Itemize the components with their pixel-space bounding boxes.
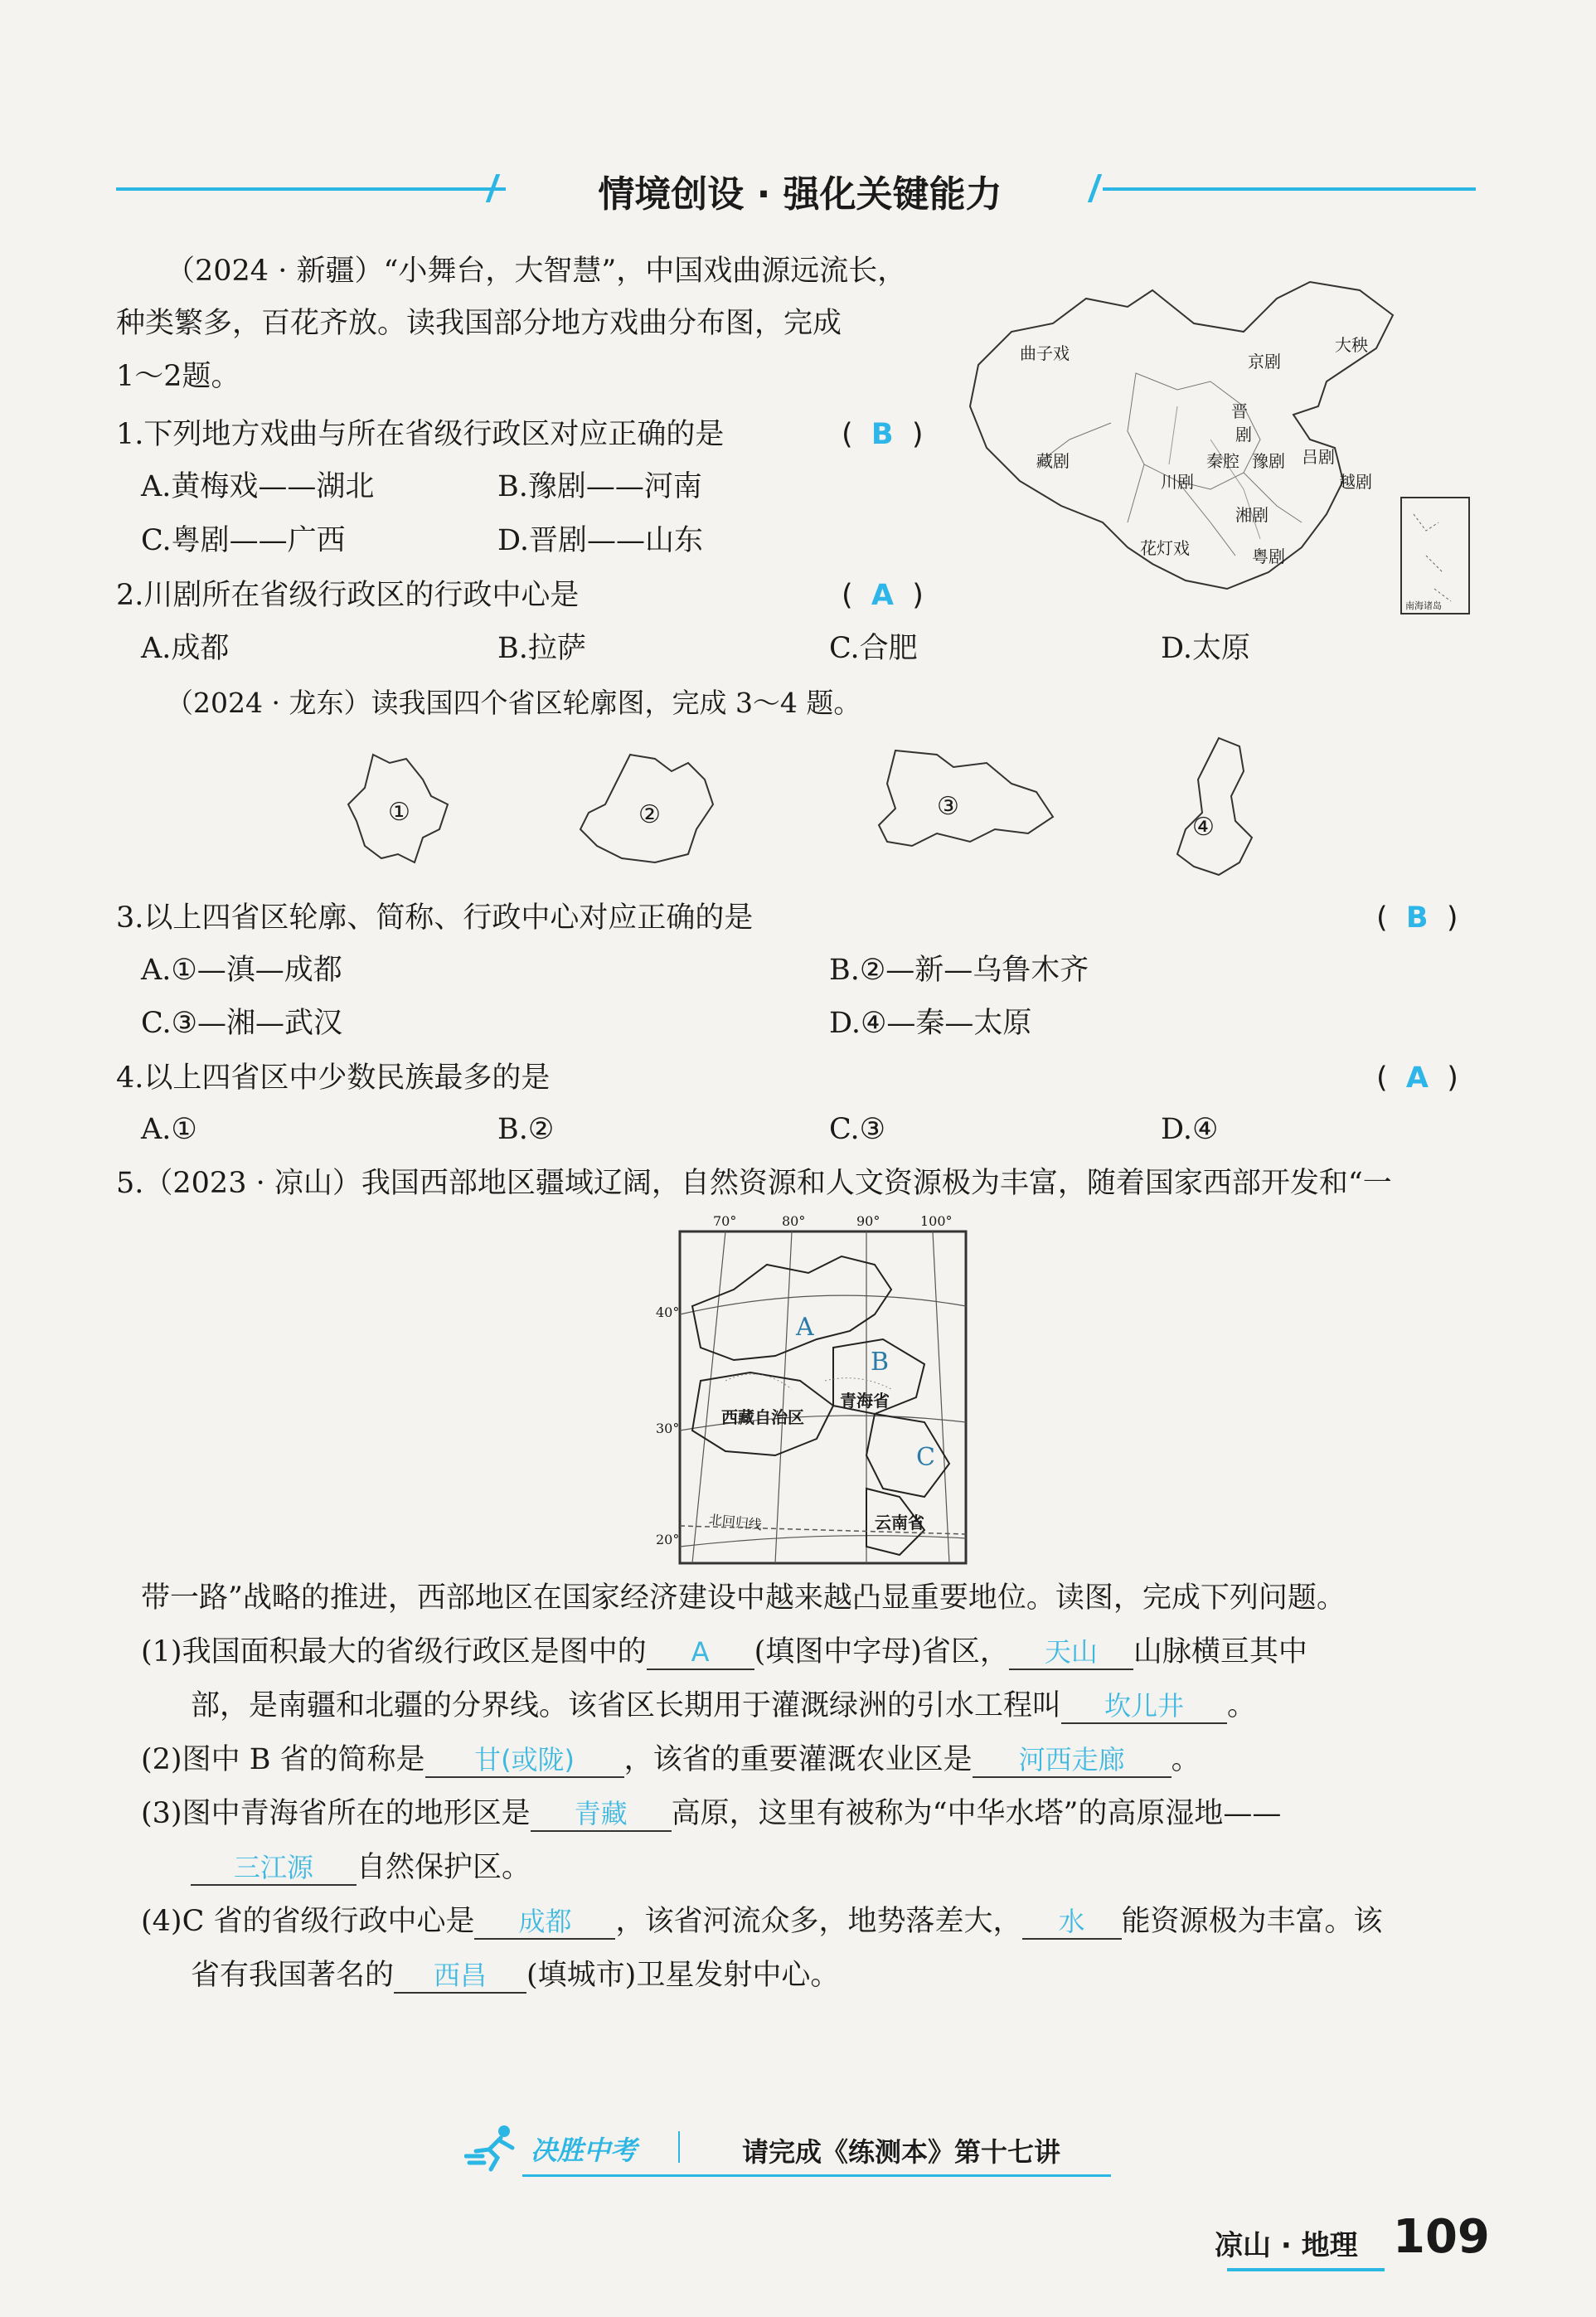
intro1-line1: （2024 · 新疆）“小舞台，大智慧”，中国戏曲源远流长，: [166, 255, 907, 288]
q2-option-d: D.太原: [1161, 632, 1250, 665]
header-slash-right: [1088, 174, 1102, 202]
q5-sub4-text1: (4)C 省的省级行政中心是: [141, 1905, 475, 1938]
map1-label-ju: 剧: [1235, 425, 1252, 444]
q5-sub3-line2: [191, 1849, 531, 1886]
q4-option-a: A.①: [141, 1113, 197, 1146]
q1-stem: 1.下列地方戏曲与所在省级行政区对应正确的是: [116, 418, 725, 451]
footer-region: 凉山 · 地理: [1215, 2229, 1358, 2262]
footer-note: 请完成《练测本》第十七讲: [742, 2136, 1061, 2168]
q2-option-b: B.拉萨: [497, 632, 586, 665]
outline-2-label: ②: [638, 800, 661, 829]
intro2: （2024 · 龙东）读我国四个省区轮廓图，完成 3～4 题。: [166, 687, 861, 719]
q5-sub1-answer2: 天山: [1044, 1636, 1098, 1668]
q5-sub1-blank2: [1009, 1635, 1133, 1670]
intro1-line2: 种类繁多，百花齐放。读我国部分地方戏曲分布图，完成: [116, 307, 842, 340]
q5-sub4-answer2: 水: [1058, 1906, 1085, 1937]
q2-option-c: C.合肥: [829, 632, 918, 665]
map-tropic-label: 北回归线: [708, 1511, 763, 1533]
lat-30: 30°: [656, 1421, 680, 1436]
lat-40: 40°: [656, 1304, 680, 1320]
map1-label-qinqiang: 秦腔: [1206, 451, 1239, 471]
q4-option-b: B.②: [497, 1113, 555, 1146]
q5-sub3-text2: 高原，这里有被称为“中华水塔”的高原湿地——: [671, 1797, 1282, 1830]
map1-label-dayang: 大秧: [1335, 335, 1368, 355]
q5-sub1-text2: (填图中字母)省区，: [754, 1635, 1009, 1669]
q5-sub1-blank1: [647, 1635, 754, 1670]
q5-sub4-text2: ，该省河流众多，地势落差大，: [615, 1905, 1022, 1938]
footer-brand: 决胜中考: [531, 2135, 638, 2166]
outline-4: [1161, 730, 1260, 879]
q4-answer-paren: ( A ): [1376, 1061, 1458, 1095]
q4-answer: A: [1405, 1061, 1429, 1095]
header-rule-left: [116, 187, 506, 191]
intro1-line3: 1～2题。: [116, 360, 240, 393]
q3-answer-paren: ( B ): [1376, 901, 1458, 935]
q5-stem-line1: 5.（2023 · 凉山）我国西部地区疆域辽阔，自然资源和人文资源极为丰富，随着国家西部开发和“一: [116, 1167, 1392, 1200]
map1-label-quzixi: 曲子戏: [1020, 343, 1070, 363]
q1-answer: B: [871, 418, 894, 451]
q5-sub3-blank1: [531, 1797, 672, 1832]
outline-4-label: ④: [1192, 813, 1215, 842]
q5-sub1-line2: [191, 1688, 1256, 1724]
q5-sub1-text3: 山脉横亘其中: [1133, 1635, 1307, 1669]
q5-sub3-answer2: 三江源: [233, 1852, 313, 1883]
lon-90: 90°: [856, 1213, 880, 1229]
outline-2: [572, 746, 721, 871]
q3-option-c: C.③—湘—武汉: [141, 1007, 343, 1040]
map-region-yunnan: 云南省: [875, 1513, 924, 1533]
q3-answer: B: [1405, 901, 1429, 935]
q4-option-d: D.④: [1161, 1113, 1219, 1146]
q5-sub3-line1: [141, 1795, 1281, 1832]
q5-sub4-answer1: 成都: [518, 1906, 572, 1937]
map1-label-lvju: 吕剧: [1302, 447, 1335, 467]
q5-sub2-line: [141, 1741, 1201, 1778]
map1-label-jingju: 京剧: [1248, 352, 1281, 372]
map1-label-jin: 晋: [1231, 401, 1248, 421]
outline-1-label: ①: [388, 798, 410, 827]
q5-sub1-answer3: 坎儿井: [1104, 1690, 1185, 1722]
q5-sub2-blank1: [425, 1743, 624, 1778]
q5-sub4-blank1: [474, 1905, 615, 1940]
q5-sub1-text1: (1)我国面积最大的省级行政区是图中的: [141, 1635, 647, 1669]
q2-option-a: A.成都: [141, 632, 230, 665]
runner-icon: [464, 2123, 522, 2173]
q3-option-b: B.②—新—乌鲁木齐: [829, 954, 1089, 987]
lon-100: 100°: [920, 1213, 953, 1229]
q5-sub1-blank3: [1061, 1689, 1227, 1724]
footer-underline: [522, 2174, 1111, 2177]
map-letter-a: A: [796, 1313, 814, 1342]
map-region-qinghai: 青海省: [840, 1391, 890, 1411]
section-title: 情境创设 · 强化关键能力: [598, 173, 1002, 216]
q5-sub4-line2: [191, 1957, 839, 1994]
outline-3-label: ③: [937, 792, 959, 821]
q1-option-d: D.晋剧——山东: [497, 524, 703, 557]
map-letter-b: B: [871, 1348, 890, 1377]
q4-stem: 4.以上四省区中少数民族最多的是: [116, 1061, 551, 1095]
map1-label-zangju: 藏剧: [1036, 451, 1070, 471]
map1-label-xiangju: 湘剧: [1235, 505, 1269, 525]
map1-label-yueju-canton: 粤剧: [1252, 546, 1285, 566]
map1-inset-label: 南海诸岛: [1405, 600, 1442, 611]
map1-label-yueju: 越剧: [1339, 472, 1372, 492]
lon-70: 70°: [713, 1213, 737, 1229]
q5-sub4-text5: (填城市)卫星发射中心。: [526, 1959, 840, 1992]
page-number: 109: [1393, 2210, 1490, 2264]
q3-option-a: A.①—滇—成都: [141, 954, 342, 987]
q5-sub3-blank2: [191, 1851, 357, 1886]
q2-stem: 2.川剧所在省级行政区的行政中心是: [116, 579, 580, 612]
map-letter-c: C: [916, 1443, 935, 1472]
q5-sub1-text5: 。: [1227, 1689, 1257, 1722]
q5-sub4-blank3: [394, 1959, 526, 1994]
q5-sub2-text1: (2)图中 B 省的简称是: [141, 1743, 425, 1776]
q1-option-c: C.粤剧——广西: [141, 524, 346, 557]
q1-answer-paren: ( B ): [842, 418, 924, 451]
q3-stem: 3.以上四省区轮廓、简称、行政中心对应正确的是: [116, 901, 754, 935]
map1-label-yuju: 豫剧: [1252, 451, 1285, 471]
q5-sub4-answer3: 西昌: [434, 1960, 488, 1991]
q1-option-b: B.豫剧——河南: [497, 470, 702, 503]
map1-label-chuanju: 川剧: [1161, 472, 1194, 492]
q5-sub4-text3: 能资源极为丰富。该: [1121, 1905, 1383, 1938]
map1-label-huadengxi: 花灯戏: [1140, 538, 1190, 558]
map-region-xizang: 西藏自治区: [721, 1407, 804, 1427]
q5-sub1-text4: 部，是南疆和北疆的分界线。该省区长期用于灌溉绿洲的引水工程叫: [191, 1689, 1062, 1722]
footer-page-rule: [1227, 2268, 1385, 2271]
q5-sub1-line1: [141, 1634, 1307, 1670]
q2-answer: A: [871, 579, 894, 612]
q5-sub3-text1: (3)图中青海省所在的地形区是: [141, 1797, 531, 1830]
west-china-map: [656, 1213, 974, 1571]
q5-sub2-answer2: 河西走廊: [1018, 1744, 1125, 1775]
q1-option-a: A.黄梅戏——湖北: [141, 470, 375, 503]
q5-sub4-blank2: [1022, 1905, 1122, 1940]
outline-3-shape: [862, 742, 1061, 867]
q5-sub2-text2: ，该省的重要灌溉农业区是: [623, 1743, 973, 1776]
q4-option-c: C.③: [829, 1113, 886, 1146]
lon-80: 80°: [782, 1213, 806, 1229]
q5-sub2-answer1: 甘(或陇): [474, 1744, 575, 1775]
footer-runner-icon: [464, 2123, 522, 2173]
header-rule-right: [1103, 187, 1476, 191]
outline-1: [340, 746, 464, 871]
q5-sub2-text3: 。: [1171, 1743, 1201, 1776]
outline-4-shape: [1161, 730, 1260, 879]
q5-sub3-text3: 自然保护区。: [357, 1851, 531, 1884]
outline-3: [862, 742, 1061, 867]
q5-sub3-answer1: 青藏: [574, 1798, 628, 1829]
q5-sub1-answer1: A: [691, 1636, 710, 1668]
q5-sub4-text4: 省有我国著名的: [191, 1959, 395, 1992]
q3-option-d: D.④—秦—太原: [829, 1007, 1032, 1040]
q5-stem-line2: 带一路”战略的推进，西部地区在国家经济建设中越来越凸显重要地位。读图，完成下列问题。: [141, 1581, 1346, 1615]
footer-divider: [678, 2131, 680, 2163]
china-opera-map: [962, 274, 1476, 622]
q5-sub2-blank2: [973, 1743, 1172, 1778]
q5-sub4-line1: [141, 1903, 1383, 1940]
lat-20: 20°: [656, 1532, 680, 1547]
q2-answer-paren: ( A ): [842, 579, 924, 612]
